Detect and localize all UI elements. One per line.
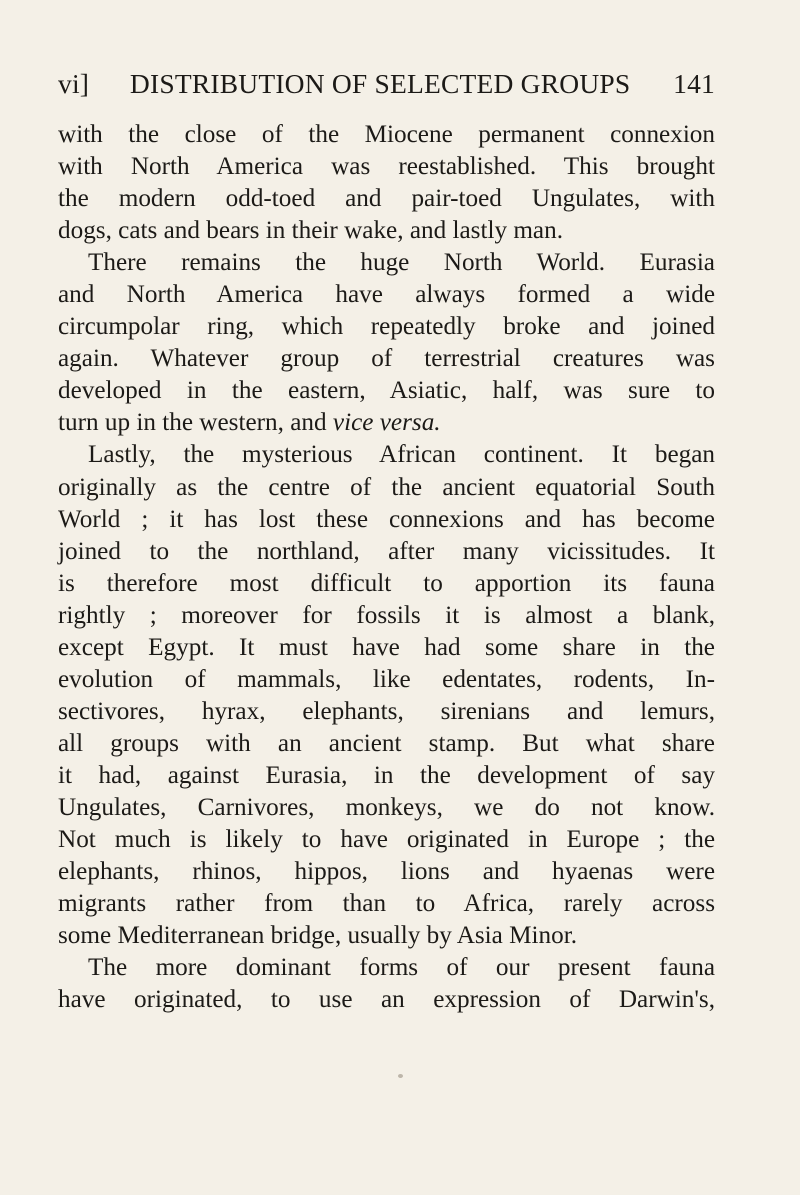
text-line: elephants, rhinos, hippos, lions and hyaenas were bbox=[58, 858, 715, 886]
text-line: with the close of the Miocene permanent connexion bbox=[58, 121, 715, 148]
running-head bbox=[58, 68, 715, 108]
text-segment: turn up in the western, and bbox=[58, 409, 327, 437]
text-line: is therefore most difficult to apportion its fauna bbox=[58, 569, 715, 597]
text-line: some Mediterranean bridge, usually by Asia Minor. bbox=[58, 922, 578, 950]
paper-speck bbox=[398, 1074, 403, 1078]
text-line bbox=[58, 407, 715, 439]
text-line: developed in the eastern, Asiatic, half, was sure to bbox=[58, 377, 715, 405]
text-line: joined to the northland, after many vicissitudes. It bbox=[58, 537, 715, 565]
italic-phrase: vice versa. bbox=[332, 409, 441, 437]
text-line: World ; it has lost these connexions and has become bbox=[58, 505, 715, 533]
text-line: and North America have always formed a wide bbox=[58, 281, 715, 309]
text-line: except Egypt. It must have had some share in the bbox=[58, 633, 715, 661]
text-line: sectivores, hyrax, elephants, sirenians and lemurs, bbox=[58, 697, 715, 725]
paragraph-first-line: The more dominant forms of our present fauna bbox=[88, 954, 715, 982]
text-line: have originated, to use an expression of Darwin's, bbox=[58, 986, 715, 1014]
paragraph-first-line: Lastly, the mysterious African continent. It began bbox=[88, 441, 715, 469]
text-line: migrants rather from than to Africa, rarely across bbox=[58, 890, 715, 918]
text-line: originally as the centre of the ancient equatorial South bbox=[58, 473, 715, 501]
text-line: all groups with an ancient stamp. But what share bbox=[58, 729, 715, 757]
chapter-marker: vi] bbox=[58, 68, 90, 99]
paragraph-first-line: There remains the huge North World. Eurasia bbox=[88, 249, 715, 277]
text-line: it had, against Eurasia, in the development of say bbox=[58, 761, 715, 789]
text-line: Not much is likely to have originated in Europe ; the bbox=[58, 826, 715, 854]
text-line: rightly ; moreover for fossils it is almost a blank, bbox=[58, 601, 715, 629]
text-line: circumpolar ring, which repeatedly broke and joined bbox=[58, 313, 715, 341]
text-line: the modern odd-toed and pair-toed Ungulates, with bbox=[58, 185, 715, 213]
body-text bbox=[58, 119, 715, 1016]
page-number: 141 bbox=[673, 68, 715, 99]
text-line: with North America was reestablished. This brought bbox=[58, 153, 715, 181]
text-line: Ungulates, Carnivores, monkeys, we do not know. bbox=[58, 793, 715, 821]
running-title: DISTRIBUTION OF SELECTED GROUPS bbox=[129, 68, 631, 99]
text-line: dogs, cats and bears in their wake, and lastly man. bbox=[58, 217, 564, 245]
text-line: evolution of mammals, like edentates, rodents, In- bbox=[58, 665, 715, 693]
text-line: again. Whatever group of terrestrial creatures was bbox=[58, 345, 715, 373]
